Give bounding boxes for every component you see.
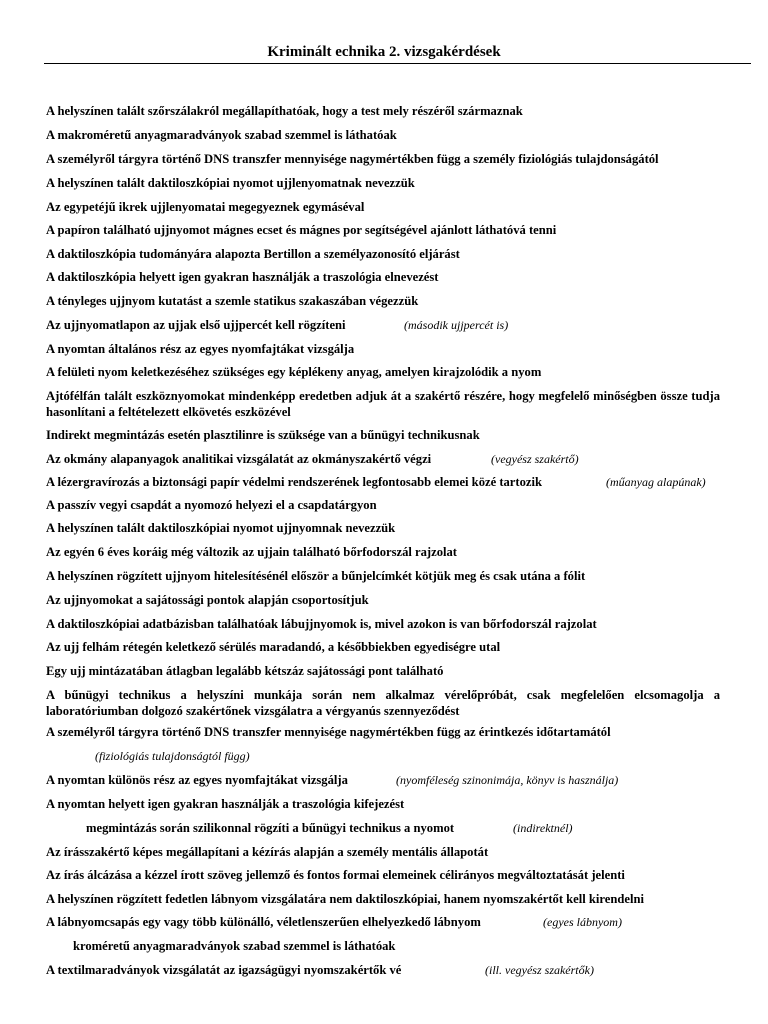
answer-note: (fiziológiás tulajdonságtól függ) xyxy=(95,749,250,763)
question-line: A személyről tárgyra történő DNS transzfer mennyisége nagymértékben függ az érintkezés időtartamától xyxy=(46,725,611,739)
question-line: A helyszínen rögzített ujjnyom hitelesítésénél először a bűnjelcímkét kötjük meg és csak utána a fólit xyxy=(46,569,586,583)
question-line: Ajtófélfán talált eszköznyomokat mindenképp eredetben adjuk át a szakértő részére, hogy megfelelő minőségben össze tudja hasonlítani a feltételezett elkövetés eszközével xyxy=(46,389,720,419)
title-underline xyxy=(44,63,751,64)
question-line: A papíron található ujjnyomot mágnes ecset és mágnes por segítségével ajánlott láthatóvá tenni xyxy=(46,223,557,237)
question-line: A nyomtan különös rész az egyes nyomfajtákat vizsgálja xyxy=(46,773,348,787)
question-line: A daktiloszkópia tudományára alapozta Bertillon a személyazonosító eljárást xyxy=(46,247,460,261)
question-line: megmintázás során szilikonnal rögzíti a bűnügyi technikus a nyomot xyxy=(86,821,455,835)
question-line: Egy ujj mintázatában átlagban legalább kétszáz sajátossági pont található xyxy=(46,664,444,678)
question-line: A helyszínen talált daktiloszkópiai nyomot ujjnyomnak nevezzük xyxy=(46,521,396,535)
question-line: A helyszínen talált daktiloszkópiai nyomot ujjlenyomatnak nevezzük xyxy=(46,176,415,190)
question-line: Az ujjnyomokat a sajátossági pontok alapján csoportosítjuk xyxy=(46,593,369,607)
question-line: A bűnügyi technikus a helyszíni munkája során nem alkalmaz vérelőpróbát, csak megfelelően elcsomagolja a laboratóriumban dolgozó szakértőnek vizsgálatra a vérgyanús szennyeződést xyxy=(46,688,720,718)
question-line: kroméretű anyagmaradványok szabad szemmel is láthatóak xyxy=(73,939,396,953)
question-line: A nyomtan általános rész az egyes nyomfajtákat vizsgálja xyxy=(46,342,355,356)
answer-note: (indirektnél) xyxy=(513,821,573,835)
answer-note: (egyes lábnyom) xyxy=(543,915,622,929)
question-line: A textilmaradványok vizsgálatát az igazságügyi nyomszakértők vé xyxy=(46,963,402,977)
question-line: A nyomtan helyett igen gyakran használják a traszológia kifejezést xyxy=(46,797,405,811)
question-line: Az egyén 6 éves koráig még változik az ujjain található bőrfodorszál rajzolat xyxy=(46,545,457,559)
answer-note: (nyomféleség szinonimája, könyv is használja) xyxy=(396,773,619,787)
answer-note: (ill. vegyész szakértők) xyxy=(485,963,594,977)
answer-note: (második ujjpercét is) xyxy=(404,318,509,332)
answer-note: (vegyész szakértő) xyxy=(491,452,579,466)
question-line: A tényleges ujjnyom kutatást a szemle statikus szakaszában végezzük xyxy=(46,294,419,308)
answer-note: (műanyag alapúnak) xyxy=(606,475,706,489)
question-line: A lábnyomcsapás egy vagy több különálló, véletlenszerűen elhelyezkedő lábnyom xyxy=(46,915,481,929)
question-line: Az ujjnyomatlapon az ujjak első ujjpercét kell rögzíteni xyxy=(46,318,346,332)
question-line: A passzív vegyi csapdát a nyomozó helyezi el a csapdatárgyon xyxy=(46,498,377,512)
question-line: A helyszínen talált szőrszálakról megállapíthatóak, hogy a test mely részéről származnak xyxy=(46,104,523,118)
question-line: Az egypetéjű ikrek ujjlenyomatai megegyeznek egymáséval xyxy=(46,200,365,214)
question-line: Az írásszakértő képes megállapítani a kézírás alapján a személy mentális állapotát xyxy=(46,845,489,859)
question-line: A felületi nyom keletkezéséhez szükséges egy képlékeny anyag, amelyen kirajzolódik a nyom xyxy=(46,365,542,379)
question-line: A személyről tárgyra történő DNS transzfer mennyisége nagymértékben függ a személy fiziológiás tulajdonságától xyxy=(46,152,659,166)
question-line: Indirekt megmintázás esetén plasztilinre is szüksége van a bűnügyi technikusnak xyxy=(46,428,480,442)
question-line: A makroméretű anyagmaradványok szabad szemmel is láthatóak xyxy=(46,128,397,142)
question-line: A lézergravírozás a biztonsági papír védelmi rendszerének legfontosabb elemei közé tartozik xyxy=(46,475,542,489)
question-line: A helyszínen rögzített fedetlen lábnyom vizsgálatára nem daktiloszkópiai, hanem nyomszakértőt kell kirendelni xyxy=(46,892,644,906)
question-line: A daktiloszkópiai adatbázisban találhatóak lábujjnyomok is, mivel azokon is van bőrfodorszál rajzolat xyxy=(46,617,597,631)
question-line: Az írás álcázása a kézzel írott szöveg jellemző és fontos formai elemeinek célirányos megváltoztatását jelenti xyxy=(46,868,625,882)
question-line: Az ujj felhám rétegén keletkező sérülés maradandó, a későbbiekben egyediségre utal xyxy=(46,640,501,654)
question-line: A daktiloszkópia helyett igen gyakran használják a traszológia elnevezést xyxy=(46,270,439,284)
question-line: Az okmány alapanyagok analitikai vizsgálatát az okmányszakértő végzi xyxy=(46,452,432,466)
page-title: Kriminált echnika 2. vizsgakérdések xyxy=(267,44,501,60)
